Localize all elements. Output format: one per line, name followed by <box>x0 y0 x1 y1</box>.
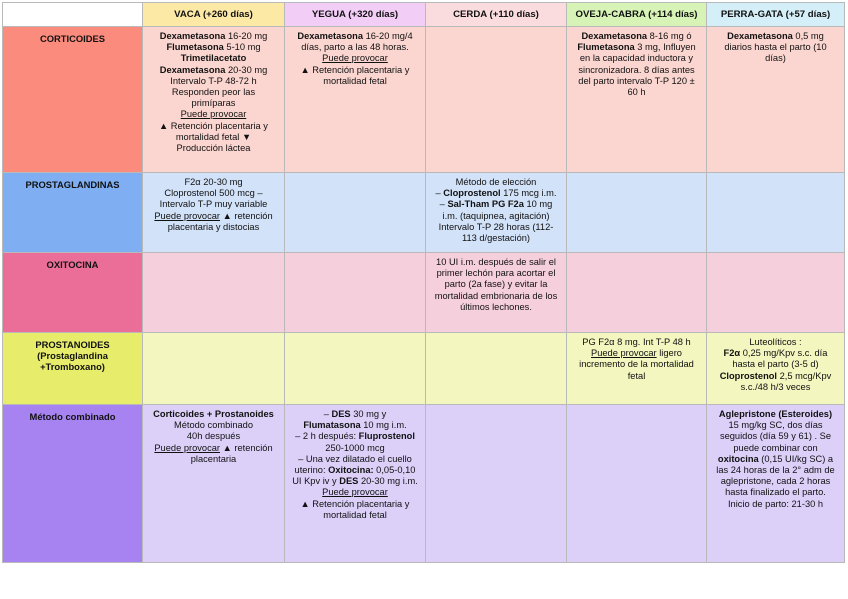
row-oxitocina <box>3 253 845 333</box>
drug-name: Corticoides + Prostanoides <box>153 409 274 419</box>
warning-text: Producción láctea <box>176 143 251 154</box>
drug-name: oxitocina <box>717 453 759 464</box>
cell-prostanoides-oveja <box>567 333 707 405</box>
cell-combinado-cerda <box>426 405 567 563</box>
step-text: – 2 h después: <box>295 431 359 442</box>
header-empty <box>3 3 143 27</box>
cell-prostaglandinas-oveja <box>567 173 707 253</box>
note-text: Responden peor las primíparas <box>171 87 256 109</box>
induction-table <box>2 2 845 563</box>
dose-text: PG F2α 8 mg. Int T-P 48 h <box>582 337 691 347</box>
drug-name: DES <box>331 409 351 419</box>
cell-prostanoides-yegua <box>285 333 426 405</box>
dose-text: 0,05-0,10 UI Kpv iv y <box>292 465 416 487</box>
drug-name: Cloprostenol <box>443 188 501 199</box>
warning-label: Puede provocar <box>180 109 247 120</box>
dose-text: Cloprostenol 500 mcg – Intervalo T-P muy variable <box>159 188 268 210</box>
dose-text: F2α 20-30 mg <box>184 177 243 187</box>
interval-text: 40h después <box>186 431 241 442</box>
dose-text: (0,15 UI/kg SC) a las 24 horas de la 2° adm de aglepristone, cada 2 horas hasta finalizado el parto. <box>716 453 835 498</box>
note-text: Método combinado <box>173 420 254 431</box>
dose-text: 10 mg i.m. <box>360 420 407 431</box>
dose-text: 0,5 mg diarios hasta el parto (10 días) <box>724 31 827 64</box>
cell-combinado-yegua <box>285 405 426 563</box>
interval-text: Intervalo T-P 28 horas (112-113 d/gestación) <box>438 221 554 244</box>
warning-label: Puede provocar <box>154 210 220 221</box>
row-prostaglandinas <box>3 173 845 253</box>
drug-name: Aglepristone (Esteroides) <box>718 409 833 419</box>
header-row <box>3 3 845 27</box>
dose-text: 2,5 mcg/Kpv s.c./48 h/3 veces <box>740 370 832 392</box>
dose-text: 30 mg y <box>350 409 387 419</box>
cell-oxitocina-oveja <box>567 253 707 333</box>
warning-label: Puede provocar <box>322 487 388 498</box>
row-label-combinado: Método combinado <box>3 405 143 563</box>
warning-label: Puede provocar <box>154 442 220 453</box>
cell-prostanoides-cerda <box>426 333 567 405</box>
row-label-prostaglandinas: PROSTAGLANDINAS <box>3 173 143 253</box>
row-label-subtitle: (Prostaglandina +Tromboxano) <box>37 350 108 373</box>
cell-oxitocina-vaca <box>143 253 285 333</box>
drug-name: F2α <box>723 348 741 359</box>
drug-name: DES <box>339 476 359 487</box>
warning-text: ligero incremento de la mortalidad fetal <box>579 348 694 381</box>
dose-text: 175 mcg i.m. <box>500 188 557 199</box>
header-vaca: VACA (+260 días) <box>143 3 285 27</box>
header-oveja: OVEJA-CABRA (+114 días) <box>567 3 707 27</box>
warning-label: Puede provocar <box>322 53 388 64</box>
header-perra: PERRA-GATA (+57 días) <box>707 3 845 27</box>
cell-corticoides-yegua <box>285 27 426 173</box>
cell-corticoides-vaca <box>143 27 285 173</box>
cell-combinado-oveja <box>567 405 707 563</box>
dose-text: 250-1000 mcg <box>325 442 385 453</box>
drug-name: Flumetasona <box>577 42 635 53</box>
warning-text: ▲ Retención placentaria y mortalidad fetal ▼ <box>159 120 268 142</box>
cell-prostaglandinas-yegua <box>285 173 426 253</box>
row-corticoides <box>3 27 845 173</box>
row-label-oxitocina: OXITOCINA <box>3 253 143 333</box>
drug-name: Oxitocina: <box>328 465 374 476</box>
dose-text: 8-16 mg ó <box>647 31 692 41</box>
header-cerda: CERDA (+110 días) <box>426 3 567 27</box>
drug-name: Cloprostenol <box>719 370 778 381</box>
warning-label: Puede provocar <box>591 348 657 359</box>
note-text: Luteolíticos : <box>749 337 802 347</box>
row-label-title: PROSTANOIDES <box>35 339 110 350</box>
drug-name: Sal-Tham PG F2a <box>447 199 524 210</box>
row-label-corticoides: CORTICOIDES <box>3 27 143 173</box>
cell-combinado-perra <box>707 405 845 563</box>
dose-text: 10 mg i.m. (taquipnea, agitación) <box>442 199 553 221</box>
dash: – <box>435 188 444 199</box>
dash: – <box>323 409 332 419</box>
dash: – <box>439 199 448 210</box>
cell-oxitocina-cerda: 10 UI i.m. después de salir el primer lechón para acortar el parto (2a fase) y evitar la mortalidad embrionaria de los últimos lechones. <box>426 253 567 333</box>
warning-text: ▲ retención placentaria <box>190 442 273 464</box>
row-combinado <box>3 405 845 563</box>
drug-name: Dexametasona <box>727 31 793 41</box>
cell-oxitocina-yegua <box>285 253 426 333</box>
warning-text: ▲ Retención placentaria y mortalidad fetal <box>300 64 410 86</box>
dose-text: 20-30 mg <box>225 64 268 75</box>
cell-prostanoides-perra <box>707 333 845 405</box>
drug-name: Flumatasona <box>303 420 361 431</box>
drug-name: Dexametasona <box>159 31 226 41</box>
drug-name: Dexametasona <box>581 31 648 41</box>
page <box>2 2 845 563</box>
drug-name: Dexametasona <box>297 31 363 41</box>
cell-corticoides-oveja <box>567 27 707 173</box>
cell-oxitocina-perra <box>707 253 845 333</box>
dose-text: 15 mg/kg SC, dos días seguidos (día 59 y 61) . Se puede combinar con <box>719 420 832 453</box>
dose-text: 3 mg, Influyen en la capacidad inductora y sincronizadora. 8 días antes del parto intervalo T-P 120 ± 60 h <box>578 42 696 98</box>
header-yegua: YEGUA (+320 días) <box>285 3 426 27</box>
dose-text: 16-20 mg/4 días, parto a las 48 horas. <box>301 31 413 53</box>
cell-prostanoides-vaca <box>143 333 285 405</box>
warning-text: ▲ retención placentaria y distocias <box>167 210 273 232</box>
note-text: Método de elección <box>455 177 537 187</box>
drug-name: Flumetasona <box>166 42 224 53</box>
cell-combinado-vaca <box>143 405 285 563</box>
cell-corticoides-cerda <box>426 27 567 173</box>
dose-text: 20-30 mg i.m. <box>358 476 418 487</box>
cell-prostaglandinas-perra <box>707 173 845 253</box>
cell-prostaglandinas-cerda <box>426 173 567 253</box>
cell-corticoides-perra <box>707 27 845 173</box>
row-prostanoides <box>3 333 845 405</box>
drug-name: Fluprostenol <box>358 431 415 442</box>
cell-prostaglandinas-vaca <box>143 173 285 253</box>
interval-text: Inicio de parto: 21-30 h <box>727 498 824 509</box>
row-label-prostanoides <box>3 333 143 405</box>
drug-name: Dexametasona <box>159 64 226 75</box>
step-text: – Una vez dilatado el cuello uterino: <box>294 453 412 476</box>
dose-text: 5-10 mg <box>223 42 261 53</box>
drug-name: Trimetilacetato <box>180 53 247 64</box>
dose-text: 0,25 mg/Kpv s.c. día hasta el parto (3-5 d) <box>732 348 828 370</box>
warning-text: ▲ Retención placentaria y mortalidad fetal <box>300 498 410 520</box>
dose-text: 16-20 mg <box>225 31 268 41</box>
interval-text: Intervalo T-P 48-72 h <box>170 75 257 86</box>
